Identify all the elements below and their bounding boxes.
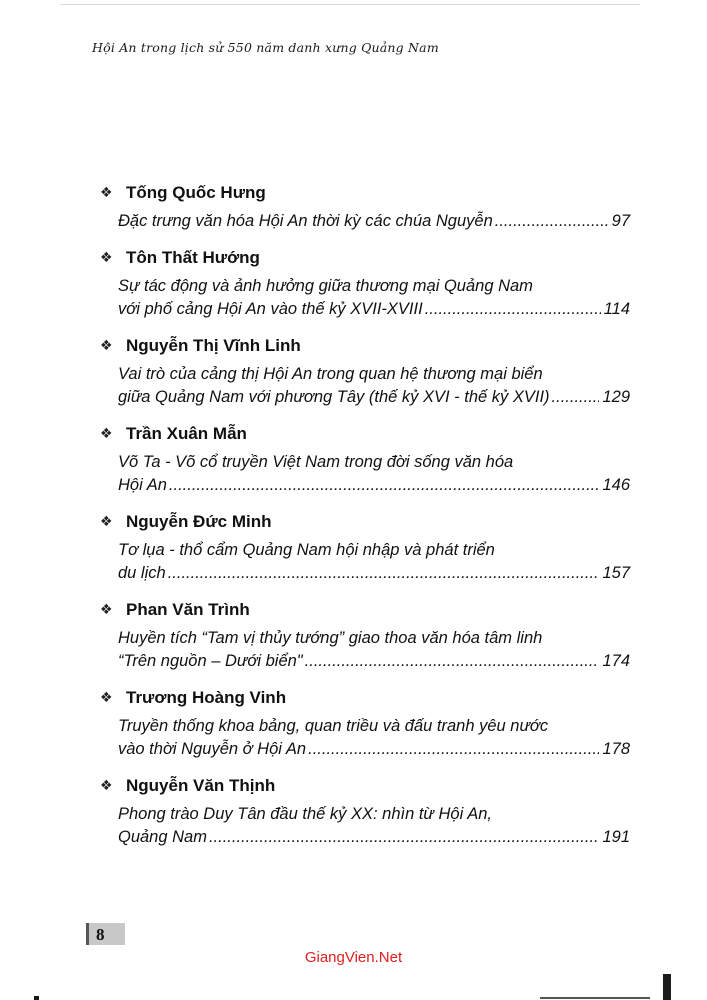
- toc-entry: [100, 685, 630, 761]
- article-title: [118, 451, 630, 497]
- title-line: Huyền tích “Tam vị thủy tướng” giao thoa văn hóa tâm linh: [118, 629, 543, 647]
- title-last-line: [118, 650, 630, 673]
- page-reference: 146: [602, 476, 630, 494]
- diamond-bullet-icon: ❖: [100, 250, 113, 266]
- title-line: Sự tác động và ảnh hưởng giữa thương mại Quảng Nam: [118, 277, 533, 295]
- scan-mark-right: [663, 974, 671, 1000]
- title-last-line: [118, 474, 630, 497]
- table-of-contents: [100, 180, 630, 861]
- toc-entry: [100, 245, 630, 321]
- author-name: Phan Văn Trình: [126, 600, 250, 619]
- title-line: Hội An: [118, 476, 167, 494]
- author-row: [100, 245, 630, 271]
- dot-leader: [169, 474, 600, 497]
- title-line: “Trên nguồn – Dưới biển": [118, 652, 303, 670]
- title-line: Vai trò của cảng thị Hội An trong quan hệ thương mại biển: [118, 365, 543, 383]
- author-name: Nguyễn Văn Thịnh: [126, 776, 276, 795]
- author-row: [100, 685, 630, 711]
- article-title: [118, 363, 630, 409]
- page-reference: 174: [602, 652, 630, 670]
- article-title: [118, 275, 630, 321]
- title-last-line: [118, 298, 630, 321]
- author-row: [100, 421, 630, 447]
- title-line: Quảng Nam: [118, 828, 207, 846]
- diamond-bullet-icon: ❖: [100, 602, 113, 618]
- page-reference: 157: [602, 564, 630, 582]
- toc-entry: [100, 421, 630, 497]
- page-number: 8: [96, 925, 105, 944]
- dot-leader: [209, 826, 600, 849]
- scan-mark-left: [34, 996, 39, 1000]
- author-row: [100, 773, 630, 799]
- author-row: [100, 597, 630, 623]
- title-line: Võ Ta - Võ cổ truyền Việt Nam trong đời sống văn hóa: [118, 453, 514, 471]
- diamond-bullet-icon: ❖: [100, 426, 113, 442]
- author-name: Tống Quốc Hưng: [126, 183, 266, 202]
- page-reference: 129: [602, 388, 630, 406]
- title-last-line: [118, 826, 630, 849]
- author-name: Nguyễn Thị Vĩnh Linh: [126, 336, 301, 355]
- title-last-line: [118, 562, 630, 585]
- article-title: [118, 539, 630, 585]
- running-header: Hội An trong lịch sử 550 năm danh xưng Quảng Nam: [92, 40, 439, 55]
- watermark: GiangVien.Net: [304, 949, 403, 966]
- author-name: Tôn Thất Hướng: [126, 248, 260, 267]
- author-row: [100, 333, 630, 359]
- article-title: [118, 803, 630, 849]
- title-last-line: [118, 210, 630, 233]
- title-line: Truyền thống khoa bảng, quan triều và đấu tranh yêu nước: [118, 717, 549, 735]
- toc-entry: [100, 333, 630, 409]
- diamond-bullet-icon: ❖: [100, 185, 113, 201]
- page-reference: 191: [602, 828, 630, 846]
- dot-leader: [168, 562, 600, 585]
- toc-entry: [100, 597, 630, 673]
- author-name: Trần Xuân Mẫn: [126, 424, 247, 443]
- page-reference: 178: [602, 740, 630, 758]
- page-number-box: [86, 923, 125, 945]
- diamond-bullet-icon: ❖: [100, 514, 113, 530]
- title-line: Đặc trưng văn hóa Hội An thời kỳ các chúa Nguyễn: [118, 212, 493, 230]
- dot-leader: [305, 650, 600, 673]
- toc-entry: [100, 509, 630, 585]
- title-line: với phố cảng Hội An vào thế kỷ XVII-XVIII: [118, 300, 423, 318]
- title-line: Tơ lụa - thổ cẩm Quảng Nam hội nhập và phát triển: [118, 541, 495, 559]
- dot-leader: [425, 298, 601, 321]
- title-line: vào thời Nguyễn ở Hội An: [118, 740, 307, 758]
- author-name: Trương Hoàng Vinh: [126, 688, 287, 707]
- article-title: [118, 627, 630, 673]
- scan-mark-bottom: [540, 997, 650, 999]
- page-reference: 97: [611, 212, 630, 230]
- article-title: [118, 210, 630, 233]
- author-name: Nguyễn Đức Minh: [126, 512, 272, 531]
- toc-entry: [100, 180, 630, 233]
- title-last-line: [118, 386, 630, 409]
- diamond-bullet-icon: ❖: [100, 778, 113, 794]
- page-reference: 114: [603, 300, 630, 318]
- diamond-bullet-icon: ❖: [100, 690, 113, 706]
- title-last-line: [118, 738, 630, 761]
- title-line: Phong trào Duy Tân đầu thế kỷ XX: nhìn từ Hội An,: [118, 805, 492, 823]
- dot-leader: [552, 386, 600, 409]
- header-rule: [60, 4, 640, 5]
- author-row: [100, 509, 630, 535]
- diamond-bullet-icon: ❖: [100, 338, 113, 354]
- dot-leader: [308, 738, 599, 761]
- dot-leader: [495, 210, 609, 233]
- title-line: giữa Quảng Nam với phương Tây (thế kỷ XVI - thế kỷ XVII): [118, 388, 550, 406]
- article-title: [118, 715, 630, 761]
- title-line: du lịch: [118, 564, 166, 582]
- toc-entry: [100, 773, 630, 849]
- author-row: [100, 180, 630, 206]
